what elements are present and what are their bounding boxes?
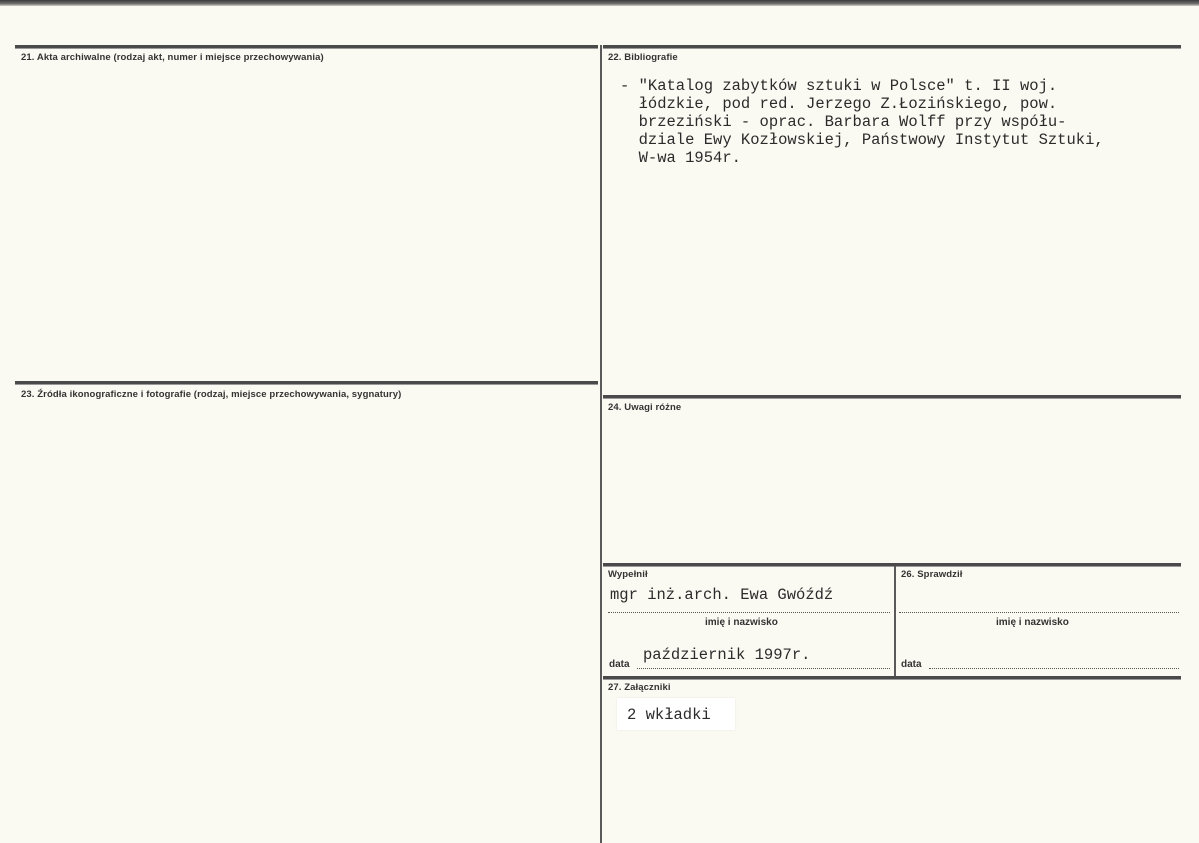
filled-by-date-line	[637, 668, 890, 669]
remarks-label: 24. Uwagi różne	[608, 402, 682, 413]
attachments-value: 2 wkładki	[627, 706, 711, 724]
filled-by-label: Wypełnił	[608, 569, 648, 580]
rule-signatures-divider	[894, 566, 896, 678]
rule-signatures-top	[603, 563, 1181, 567]
bibliography-line: brzeziński - oprac. Barbara Wolff przy współu-	[620, 113, 1067, 131]
filled-by-name-caption: imię i nazwisko	[705, 617, 778, 628]
filled-by-name: mgr inż.arch. Ewa Gwóźdź	[610, 586, 834, 604]
rule-mid-left	[15, 381, 598, 385]
filled-by-name-line	[608, 612, 890, 613]
rule-remarks-top	[603, 395, 1181, 399]
filled-by-date: październik 1997r.	[643, 646, 811, 664]
iconographic-sources-label: 23. Źródła ikonograficzne i fotografie (rodzaj, miejsce przechowywania, sygnatury)	[21, 389, 402, 400]
rule-center-vertical	[600, 45, 602, 843]
bibliography-line: - "Katalog zabytków sztuki w Polsce" t. II woj.	[620, 77, 1058, 95]
scan-top-edge	[0, 0, 1199, 6]
rule-top-right	[603, 45, 1181, 49]
attachments-label: 27. Załączniki	[608, 682, 671, 693]
bibliography-line: łódzkie, pod red. Jerzego Z.Łozińskiego, pow.	[620, 95, 1058, 113]
bibliography-entry	[620, 77, 1180, 167]
checked-by-name-caption: imię i nazwisko	[996, 617, 1069, 628]
filled-by-date-label: data	[609, 659, 630, 670]
rule-top-left	[15, 45, 598, 49]
checked-by-date-line	[929, 668, 1179, 669]
rule-attachments-top	[603, 676, 1181, 680]
bibliography-label: 22. Bibliografie	[608, 52, 678, 63]
bibliography-line: W-wa 1954r.	[620, 149, 741, 167]
checked-by-label: 26. Sprawdził	[901, 569, 963, 580]
bibliography-line: dziale Ewy Kozłowskiej, Państwowy Instytut Sztuki,	[620, 131, 1104, 149]
archival-records-label: 21. Akta archiwalne (rodzaj akt, numer i miejsce przechowywania)	[21, 52, 324, 63]
checked-by-date-label: data	[901, 659, 922, 670]
checked-by-name-line	[899, 612, 1179, 613]
